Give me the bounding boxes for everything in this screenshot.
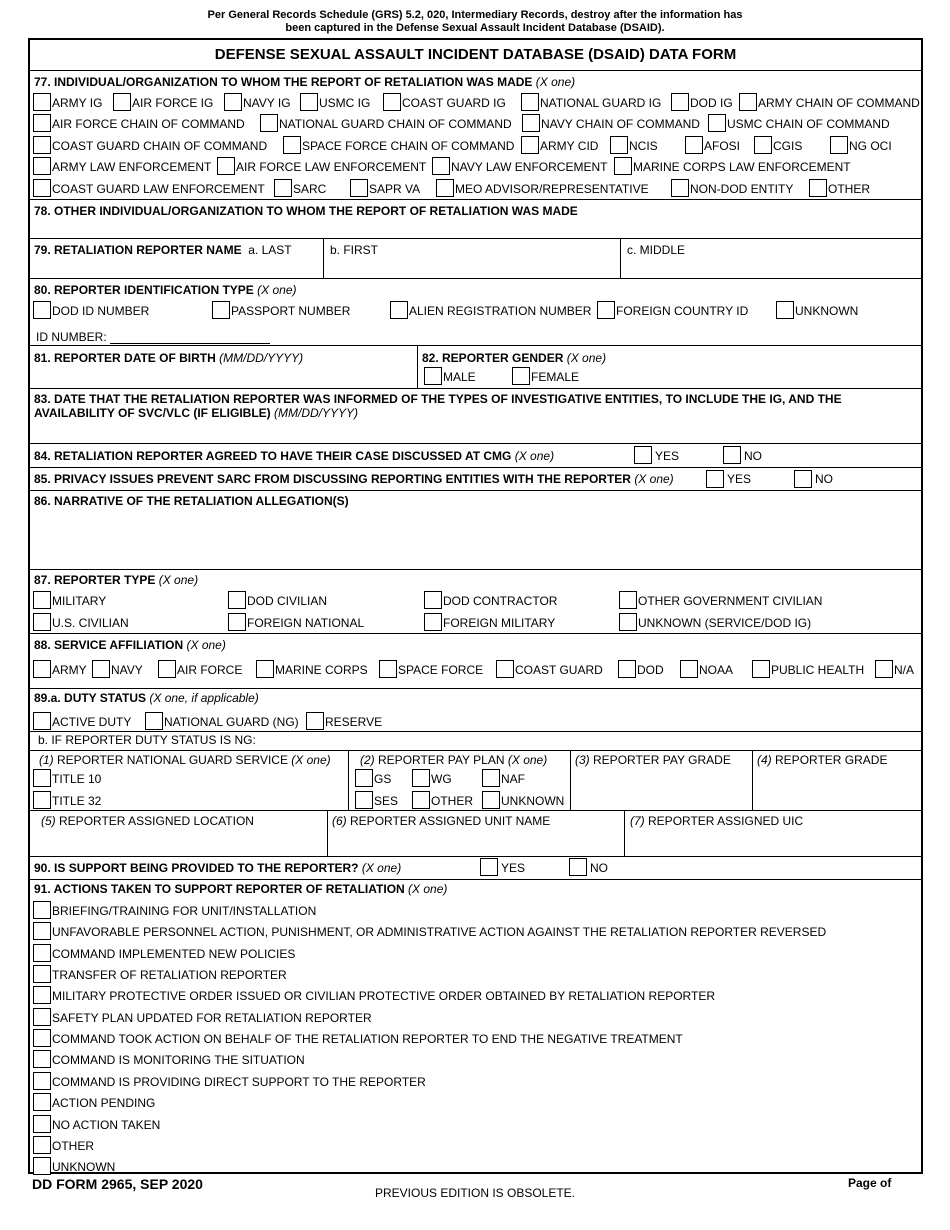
q77-dod-ig-checkbox[interactable] bbox=[671, 93, 689, 111]
q80-option-label: DOD ID NUMBER bbox=[52, 304, 150, 318]
pay-grade-label: (3) REPORTER PAY GRADE bbox=[575, 753, 731, 767]
q77-afosi-checkbox[interactable] bbox=[685, 136, 703, 154]
pay-plan-wg-checkbox[interactable] bbox=[412, 769, 430, 787]
q88-dod-checkbox[interactable] bbox=[618, 660, 636, 678]
q80-option-label: ALIEN REGISTRATION NUMBER bbox=[409, 304, 592, 318]
q83-section bbox=[30, 389, 921, 444]
q78-label: 78. OTHER INDIVIDUAL/ORGANIZATION TO WHOM THE REPORT OF RETALIATION WAS MADE bbox=[34, 204, 578, 218]
pay-plan-other-checkbox[interactable] bbox=[412, 791, 430, 809]
q91-option-label: UNFAVORABLE PERSONNEL ACTION, PUNISHMENT, OR ADMINISTRATIVE ACTION AGAINST THE RETALIATION REPORTER REVERSED bbox=[52, 925, 827, 940]
q77-option-label: ARMY LAW ENFORCEMENT bbox=[52, 160, 212, 174]
q82-option-label: FEMALE bbox=[531, 370, 580, 384]
q84-section bbox=[30, 444, 921, 468]
q85-no-label: NO bbox=[815, 472, 833, 486]
q77-option-label: SAPR VA bbox=[369, 182, 421, 196]
q80-section bbox=[30, 279, 921, 346]
q87-option-label: FOREIGN NATIONAL bbox=[247, 616, 365, 630]
q77-army-cid-checkbox[interactable] bbox=[521, 136, 539, 154]
ng-service-label: (1) REPORTER NATIONAL GUARD SERVICE (X one) bbox=[39, 753, 331, 767]
q80-passport-number-checkbox[interactable] bbox=[212, 301, 230, 319]
q89-active-duty-checkbox[interactable] bbox=[33, 712, 51, 730]
q77-option-label: NON-DOD ENTITY bbox=[690, 182, 794, 196]
q83-label-line1: 83. DATE THAT THE RETALIATION REPORTER WAS INFORMED OF THE TYPES OF INVESTIGATIVE ENTITIES, TO INCLUDE THE IG, AND THE bbox=[34, 392, 842, 406]
q87-u-s-civilian-checkbox[interactable] bbox=[33, 613, 51, 631]
q91-option-label: COMMAND IS MONITORING THE SITUATION bbox=[52, 1053, 305, 1068]
q91-label: 91. ACTIONS TAKEN TO SUPPORT REPORTER OF RETALIATION (X one) bbox=[34, 882, 448, 896]
q91-military-protective-order-issued-or-civilian-protective-order-obtained-by-retaliation-reporter-checkbox[interactable] bbox=[33, 986, 51, 1004]
q77-option-label: AFOSI bbox=[704, 139, 741, 153]
ng-service-title-32-checkbox[interactable] bbox=[33, 791, 51, 809]
q77-label: 77. INDIVIDUAL/ORGANIZATION TO WHOM THE REPORT OF RETALIATION WAS MADE (X one) bbox=[34, 75, 576, 89]
q77-national-guard-ig-checkbox[interactable] bbox=[521, 93, 539, 111]
q86-section bbox=[30, 491, 921, 570]
q88-option-label: COAST GUARD bbox=[515, 663, 603, 677]
q77-national-guard-chain-of-command-checkbox[interactable] bbox=[260, 114, 278, 132]
q80-foreign-country-id-checkbox[interactable] bbox=[597, 301, 615, 319]
ng-service-option-label: TITLE 10 bbox=[52, 772, 102, 786]
q82-female-checkbox[interactable] bbox=[512, 367, 530, 385]
q88-option-label: DOD bbox=[637, 663, 664, 677]
q77-sarc-checkbox[interactable] bbox=[274, 179, 292, 197]
q91-command-implemented-new-policies-checkbox[interactable] bbox=[33, 944, 51, 962]
q77-option-label: USMC CHAIN OF COMMAND bbox=[727, 117, 890, 131]
q77-usmc-chain-of-command-checkbox[interactable] bbox=[708, 114, 726, 132]
q84-yes-label: YES bbox=[655, 449, 680, 463]
q89-option-label: NATIONAL GUARD (NG) bbox=[164, 715, 299, 729]
q77-option-label: OTHER bbox=[828, 182, 870, 196]
q77-option-label: ARMY CID bbox=[540, 139, 599, 153]
q91-safety-plan-updated-for-retaliation-reporter-checkbox[interactable] bbox=[33, 1008, 51, 1026]
q87-option-label: DOD CIVILIAN bbox=[247, 594, 328, 608]
q87-label: 87. REPORTER TYPE (X one) bbox=[34, 573, 199, 587]
q78-section bbox=[30, 200, 921, 239]
q77-ncis-checkbox[interactable] bbox=[610, 136, 628, 154]
pay-plan-label: (2) REPORTER PAY PLAN (X one) bbox=[360, 753, 548, 767]
assigned-uic-label: (7) REPORTER ASSIGNED UIC bbox=[630, 814, 804, 828]
id-number-label: ID NUMBER: bbox=[36, 330, 107, 344]
q77-option-label: NAVY CHAIN OF COMMAND bbox=[541, 117, 700, 131]
q77-usmc-ig-checkbox[interactable] bbox=[300, 93, 318, 111]
q77-army-ig-checkbox[interactable] bbox=[33, 93, 51, 111]
q77-air-force-chain-of-command-checkbox[interactable] bbox=[33, 114, 51, 132]
q88-option-label: NAVY bbox=[111, 663, 143, 677]
q77-option-label: NAVY IG bbox=[243, 96, 291, 110]
q91-briefing-training-for-unit-installation-checkbox[interactable] bbox=[33, 901, 51, 919]
q79-section bbox=[30, 239, 921, 279]
q77-coast-guard-law-enforcement-checkbox[interactable] bbox=[33, 179, 51, 197]
pay-plan-naf-checkbox[interactable] bbox=[482, 769, 500, 787]
q80-label: 80. REPORTER IDENTIFICATION TYPE (X one) bbox=[34, 283, 297, 297]
pay-plan-option-label: OTHER bbox=[431, 794, 473, 808]
id-number-line[interactable] bbox=[110, 343, 270, 344]
q83-label-line2: AVAILABILITY OF SVC/VLC (IF ELIGIBLE) (MM/DD/YYYY) bbox=[34, 406, 359, 420]
q80-dod-id-number-checkbox[interactable] bbox=[33, 301, 51, 319]
obsolete-notice: PREVIOUS EDITION IS OBSOLETE. bbox=[374, 1186, 576, 1200]
grade-label: (4) REPORTER GRADE bbox=[757, 753, 888, 767]
q82-option-label: MALE bbox=[443, 370, 476, 384]
q77-marine-corps-law-enforcement-checkbox[interactable] bbox=[614, 157, 632, 175]
q82-label: 82. REPORTER GENDER (X one) bbox=[422, 351, 607, 365]
q77-section bbox=[30, 71, 921, 200]
q77-sapr-va-checkbox[interactable] bbox=[350, 179, 368, 197]
q90-yes-label: YES bbox=[501, 861, 526, 875]
q89b-location-row bbox=[30, 811, 921, 857]
form-id: DD FORM 2965, SEP 2020 bbox=[32, 1176, 203, 1192]
q85-label: 85. PRIVACY ISSUES PREVENT SARC FROM DISCUSSING REPORTING ENTITIES WITH THE REPORTER (X one) bbox=[34, 472, 674, 486]
ng-service-title-10-checkbox[interactable] bbox=[33, 769, 51, 787]
q77-air-force-ig-checkbox[interactable] bbox=[113, 93, 131, 111]
q91-option-label: TRANSFER OF RETALIATION REPORTER bbox=[52, 968, 287, 983]
q77-meo-advisor-representative-checkbox[interactable] bbox=[436, 179, 454, 197]
q77-option-label: NG OCI bbox=[849, 139, 892, 153]
q88-space-force-checkbox[interactable] bbox=[379, 660, 397, 678]
q87-foreign-military-checkbox[interactable] bbox=[424, 613, 442, 631]
q90-label: 90. IS SUPPORT BEING PROVIDED TO THE REPORTER? (X one) bbox=[34, 861, 402, 875]
dsaid-data-form bbox=[28, 38, 923, 1174]
q79-label: 79. RETALIATION REPORTER NAME a. LAST bbox=[34, 243, 292, 257]
q77-navy-chain-of-command-checkbox[interactable] bbox=[522, 114, 540, 132]
q87-option-label: U.S. CIVILIAN bbox=[52, 616, 129, 630]
q80-alien-registration-number-checkbox[interactable] bbox=[390, 301, 408, 319]
form-title-row bbox=[30, 40, 921, 71]
q77-option-label: SARC bbox=[293, 182, 327, 196]
q87-option-label: FOREIGN MILITARY bbox=[443, 616, 556, 630]
q88-option-label: PUBLIC HEALTH bbox=[771, 663, 865, 677]
q87-military-checkbox[interactable] bbox=[33, 591, 51, 609]
q77-option-label: AIR FORCE CHAIN OF COMMAND bbox=[52, 117, 245, 131]
q77-navy-ig-checkbox[interactable] bbox=[224, 93, 242, 111]
q87-dod-contractor-checkbox[interactable] bbox=[424, 591, 442, 609]
q77-option-label: NATIONAL GUARD CHAIN OF COMMAND bbox=[279, 117, 512, 131]
q87-foreign-national-checkbox[interactable] bbox=[228, 613, 246, 631]
q77-option-label: NCIS bbox=[629, 139, 658, 153]
q85-no-checkbox[interactable] bbox=[794, 470, 812, 488]
q90-yes-checkbox[interactable] bbox=[480, 858, 498, 876]
q87-option-label: MILITARY bbox=[52, 594, 107, 608]
q89a-section bbox=[30, 689, 921, 732]
q91-command-is-monitoring-the-situation-checkbox[interactable] bbox=[33, 1050, 51, 1068]
q91-unknown-checkbox[interactable] bbox=[33, 1157, 51, 1175]
form-title: DEFENSE SEXUAL ASSAULT INCIDENT DATABASE (DSAID) DATA FORM bbox=[214, 46, 737, 63]
q77-ng-oci-checkbox[interactable] bbox=[830, 136, 848, 154]
q77-option-label: NAVY LAW ENFORCEMENT bbox=[451, 160, 608, 174]
q89a-label: 89.a. DUTY STATUS (X one, if applicable) bbox=[34, 691, 259, 705]
page-number: Page of bbox=[848, 1176, 892, 1190]
pay-plan-gs-checkbox[interactable] bbox=[355, 769, 373, 787]
assigned-location-label: (5) REPORTER ASSIGNED LOCATION bbox=[41, 814, 254, 828]
q80-unknown-checkbox[interactable] bbox=[776, 301, 794, 319]
q81-q82-section bbox=[30, 346, 921, 389]
q85-yes-label: YES bbox=[727, 472, 752, 486]
pay-plan-option-label: SES bbox=[374, 794, 399, 808]
q91-option-label: UNKNOWN bbox=[52, 1160, 116, 1175]
q88-option-label: AIR FORCE bbox=[177, 663, 243, 677]
q89b-ng-details bbox=[30, 751, 921, 811]
q91-option-label: NO ACTION TAKEN bbox=[52, 1117, 161, 1132]
q88-marine-corps-checkbox[interactable] bbox=[256, 660, 274, 678]
q77-option-label: COAST GUARD CHAIN OF COMMAND bbox=[52, 139, 268, 153]
q86-label: 86. NARRATIVE OF THE RETALIATION ALLEGATION(S) bbox=[34, 494, 349, 508]
q89-reserve-checkbox[interactable] bbox=[306, 712, 324, 730]
q77-option-label: AIR FORCE LAW ENFORCEMENT bbox=[236, 160, 427, 174]
q85-yes-checkbox[interactable] bbox=[706, 470, 724, 488]
q89-option-label: RESERVE bbox=[325, 715, 383, 729]
q88-label: 88. SERVICE AFFILIATION (X one) bbox=[34, 638, 226, 652]
q88-public-health-checkbox[interactable] bbox=[752, 660, 770, 678]
q88-air-force-checkbox[interactable] bbox=[158, 660, 176, 678]
q91-option-label: MILITARY PROTECTIVE ORDER ISSUED OR CIVILIAN PROTECTIVE ORDER OBTAINED BY RETALIATION REPORTER bbox=[52, 989, 716, 1004]
q87-option-label: DOD CONTRACTOR bbox=[443, 594, 558, 608]
q88-army-checkbox[interactable] bbox=[33, 660, 51, 678]
q87-other-government-civilian-checkbox[interactable] bbox=[619, 591, 637, 609]
q88-option-label: NOAA bbox=[699, 663, 734, 677]
q87-option-label: UNKNOWN (SERVICE/DOD IG) bbox=[638, 616, 812, 630]
q91-option-label: SAFETY PLAN UPDATED FOR RETALIATION REPORTER bbox=[52, 1010, 372, 1025]
q88-option-label: MARINE CORPS bbox=[275, 663, 368, 677]
q89b-section bbox=[30, 732, 921, 750]
q91-option-label: OTHER bbox=[52, 1138, 94, 1153]
q77-option-label: COAST GUARD LAW ENFORCEMENT bbox=[52, 182, 265, 196]
q84-yes-checkbox[interactable] bbox=[634, 446, 652, 464]
q91-option-label: ACTION PENDING bbox=[52, 1096, 156, 1111]
ng-service-option-label: TITLE 32 bbox=[52, 794, 102, 808]
q77-space-force-chain-of-command-checkbox[interactable] bbox=[283, 136, 301, 154]
q88-navy-checkbox[interactable] bbox=[92, 660, 110, 678]
q77-option-label: SPACE FORCE CHAIN OF COMMAND bbox=[302, 139, 515, 153]
q88-n-a-checkbox[interactable] bbox=[875, 660, 893, 678]
q77-option-label: MEO ADVISOR/REPRESENTATIVE bbox=[455, 182, 649, 196]
q91-action-pending-checkbox[interactable] bbox=[33, 1093, 51, 1111]
q77-option-label: MARINE CORPS LAW ENFORCEMENT bbox=[633, 160, 851, 174]
q91-section bbox=[30, 880, 921, 1174]
q91-command-took-action-on-behalf-of-the-retaliation-reporter-to-end-the-negative-treatment-checkbox[interactable] bbox=[33, 1029, 51, 1047]
q88-option-label: N/A bbox=[894, 663, 915, 677]
q89b-label: b. IF REPORTER DUTY STATUS IS NG: bbox=[38, 733, 256, 747]
pay-plan-option-label: GS bbox=[374, 772, 392, 786]
q91-option-label: BRIEFING/TRAINING FOR UNIT/INSTALLATION bbox=[52, 904, 317, 918]
q79-middle-label: c. MIDDLE bbox=[627, 243, 686, 257]
q77-army-law-enforcement-checkbox[interactable] bbox=[33, 157, 51, 175]
q87-dod-civilian-checkbox[interactable] bbox=[228, 591, 246, 609]
pay-plan-option-label: WG bbox=[431, 772, 452, 786]
pay-plan-option-label: UNKNOWN bbox=[501, 794, 565, 808]
q91-command-is-providing-direct-support-to-the-reporter-checkbox[interactable] bbox=[33, 1072, 51, 1090]
q77-option-label: AIR FORCE IG bbox=[132, 96, 214, 110]
q84-no-checkbox[interactable] bbox=[723, 446, 741, 464]
q77-non-dod-entity-checkbox[interactable] bbox=[671, 179, 689, 197]
q80-option-label: FOREIGN COUNTRY ID bbox=[616, 304, 749, 318]
q82-male-checkbox[interactable] bbox=[424, 367, 442, 385]
q91-option-label: COMMAND TOOK ACTION ON BEHALF OF THE RETALIATION REPORTER TO END THE NEGATIVE TREATMENT bbox=[52, 1032, 683, 1047]
q77-coast-guard-ig-checkbox[interactable] bbox=[383, 93, 401, 111]
q91-unfavorable-personnel-action-punishment-or-administrative-action-against-the-retaliation-reporter-reversed-checkbox[interactable] bbox=[33, 922, 51, 940]
q91-option-label: COMMAND IS PROVIDING DIRECT SUPPORT TO THE REPORTER bbox=[52, 1074, 426, 1089]
q81-label: 81. REPORTER DATE OF BIRTH (MM/DD/YYYY) bbox=[34, 351, 304, 365]
q77-coast-guard-chain-of-command-checkbox[interactable] bbox=[33, 136, 51, 154]
q90-section bbox=[30, 857, 921, 880]
q88-noaa-checkbox[interactable] bbox=[680, 660, 698, 678]
q77-option-label: USMC IG bbox=[319, 96, 371, 110]
q89-option-label: ACTIVE DUTY bbox=[52, 715, 132, 729]
q79-first-label: b. FIRST bbox=[330, 243, 379, 257]
q88-option-label: ARMY bbox=[52, 663, 87, 677]
q77-option-label: ARMY CHAIN OF COMMAND bbox=[758, 96, 920, 110]
q77-option-label: COAST GUARD IG bbox=[402, 96, 506, 110]
q77-cgis-checkbox[interactable] bbox=[754, 136, 772, 154]
q87-unknown-service-dod-ig-checkbox[interactable] bbox=[619, 613, 637, 631]
q85-section bbox=[30, 468, 921, 491]
q77-option-label: CGIS bbox=[773, 139, 803, 153]
q91-transfer-of-retaliation-reporter-checkbox[interactable] bbox=[33, 965, 51, 983]
q80-option-label: PASSPORT NUMBER bbox=[231, 304, 351, 318]
q87-option-label: OTHER GOVERNMENT CIVILIAN bbox=[638, 594, 823, 608]
records-schedule-line-1: Per General Records Schedule (GRS) 5.2, 020, Intermediary Records, destroy after the information has bbox=[207, 9, 743, 21]
q91-no-action-taken-checkbox[interactable] bbox=[33, 1115, 51, 1133]
q91-other-checkbox[interactable] bbox=[33, 1136, 51, 1154]
pay-plan-ses-checkbox[interactable] bbox=[355, 791, 373, 809]
q77-navy-law-enforcement-checkbox[interactable] bbox=[432, 157, 450, 175]
assigned-unit-label: (6) REPORTER ASSIGNED UNIT NAME bbox=[332, 814, 551, 828]
records-schedule-line-2: been captured in the Defense Sexual Assault Incident Database (DSAID). bbox=[285, 22, 665, 34]
q90-no-checkbox[interactable] bbox=[569, 858, 587, 876]
q88-section bbox=[30, 634, 921, 689]
q88-option-label: SPACE FORCE bbox=[398, 663, 484, 677]
q77-option-label: NATIONAL GUARD IG bbox=[540, 96, 662, 110]
q91-option-label: COMMAND IMPLEMENTED NEW POLICIES bbox=[52, 946, 296, 961]
q87-section bbox=[30, 570, 921, 634]
q90-no-label: NO bbox=[590, 861, 608, 875]
q77-army-chain-of-command-checkbox[interactable] bbox=[739, 93, 757, 111]
q77-option-label: ARMY IG bbox=[52, 96, 103, 110]
q89-national-guard-ng-checkbox[interactable] bbox=[145, 712, 163, 730]
q77-air-force-law-enforcement-checkbox[interactable] bbox=[217, 157, 235, 175]
q77-other-checkbox[interactable] bbox=[809, 179, 827, 197]
q80-option-label: UNKNOWN bbox=[795, 304, 859, 318]
q88-coast-guard-checkbox[interactable] bbox=[496, 660, 514, 678]
pay-plan-option-label: NAF bbox=[501, 772, 525, 786]
pay-plan-unknown-checkbox[interactable] bbox=[482, 791, 500, 809]
q84-no-label: NO bbox=[744, 449, 762, 463]
q84-label: 84. RETALIATION REPORTER AGREED TO HAVE THEIR CASE DISCUSSED AT CMG (X one) bbox=[34, 449, 555, 463]
q77-option-label: DOD IG bbox=[690, 96, 733, 110]
